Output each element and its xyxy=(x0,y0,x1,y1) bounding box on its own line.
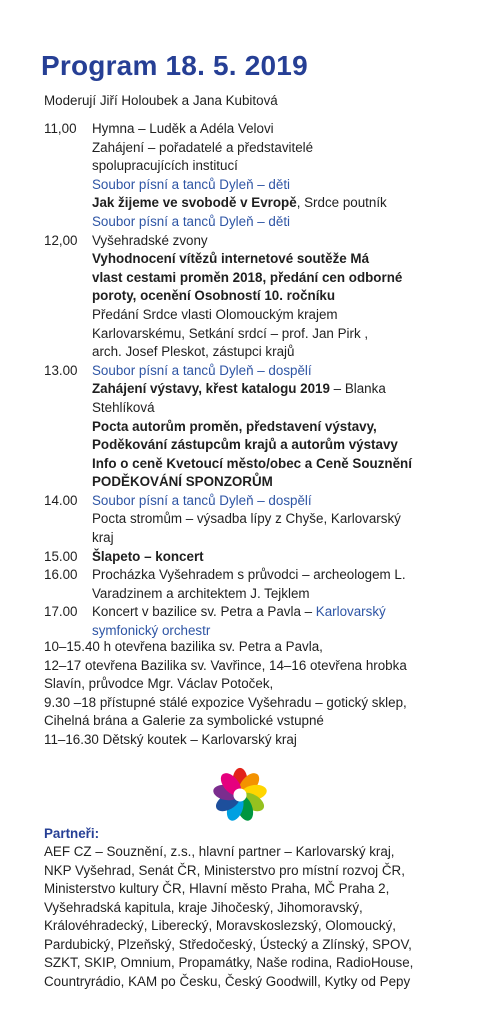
partners-line: SZKT, SKIP, Omnium, Propamátky, Naše rodina, RadioHouse, xyxy=(44,955,414,970)
program-time: 17.00 xyxy=(44,604,78,620)
partners-line: Vyšehradská kapitula, kraje Jihočeský, Jihomoravský, xyxy=(44,899,363,915)
program-line: Stehlíková xyxy=(92,399,155,415)
program-entry-lines xyxy=(92,492,464,548)
program-line-segment: , Srdce poutník xyxy=(296,195,387,211)
program-line: arch. Josef Pleskot, zástupci krajů xyxy=(92,344,295,360)
info-line: 11–16.30 Dětský koutek – Karlovarský kraj xyxy=(44,731,297,747)
program-line: Soubor písní a tanců Dyleň – děti xyxy=(92,213,291,229)
program-time: 16.00 xyxy=(44,567,78,583)
program-entry xyxy=(44,120,464,232)
program-entry xyxy=(44,548,464,567)
program-line xyxy=(92,380,464,399)
program-time: 14.00 xyxy=(44,492,78,508)
program-line: Zahájení – pořadatelé a představitelé xyxy=(92,139,314,155)
info-line: 10–15.40 h otevřena bazilika sv. Petra a Pavla, xyxy=(44,639,323,654)
program-line xyxy=(92,194,464,213)
program-line: Karlovarskému, Setkání srdcí – prof. Jan Pirk , xyxy=(92,325,369,341)
partners-line: NKP Vyšehrad, Senát ČR, Ministerstvo pro místní rozvoj ČR, xyxy=(44,862,405,878)
program-schedule xyxy=(44,120,464,641)
moderators-line: Moderují Jiří Holoubek a Jana Kubitová xyxy=(44,93,278,108)
partners-line: AEF CZ – Souznění, z.s., hlavní partner – Karlovarský kraj, xyxy=(44,844,395,859)
program-line: poroty, ocenění Osobností 10. ročníku xyxy=(92,288,336,304)
program-line-segment: Zahájení výstavy, křest katalogu 2019 xyxy=(92,381,330,397)
program-entry-lines xyxy=(92,548,464,567)
program-entry-lines xyxy=(92,603,464,640)
program-entry-lines xyxy=(92,120,464,232)
program-line: Hymna – Luděk a Adéla Velovi xyxy=(92,121,274,136)
program-entry xyxy=(44,492,464,548)
partners-line: Pardubický, Plzeňský, Středočeský, Ústecký a Zlínský, SPOV, xyxy=(44,936,412,952)
program-line: Vyšehradské zvony xyxy=(92,232,208,248)
info-line: 9.30 –18 přístupné stálé expozice Vyšehradu – gotický sklep, xyxy=(44,694,407,710)
program-line-segment: Karlovarský xyxy=(315,604,386,620)
flower-icon xyxy=(212,767,268,823)
program-entry xyxy=(44,566,464,603)
program-line-segment: Jak žijeme ve svobodě v Evropě xyxy=(92,195,297,211)
program-entry-lines xyxy=(92,362,464,492)
program-line: Soubor písní a tanců Dyleň – dospělí xyxy=(92,492,312,508)
program-entry xyxy=(44,362,464,492)
program-line: Varadzinem a architektem J. Tejklem xyxy=(92,585,310,601)
partners-line: Countryrádio, KAM po Česku, Český Goodwill, Kytky od Pepy xyxy=(44,973,411,989)
info-line: 12–17 otevřena Bazilika sv. Vavřince, 14–16 otevřena hrobka xyxy=(44,657,407,673)
partners-line: Ministerstvo kultury ČR, Hlavní město Praha, MČ Praha 2, xyxy=(44,881,390,896)
program-line: symfonický orchestr xyxy=(92,623,211,639)
program-line: Info o ceně Kvetoucí město/obec a Ceně Souznění xyxy=(92,455,412,471)
program-line: Šlapeto – koncert xyxy=(92,548,204,564)
partners-heading: Partneři: xyxy=(44,826,100,841)
page-title: Program 18. 5. 2019 xyxy=(41,50,308,81)
program-line: Předání Srdce vlasti Olomouckým krajem xyxy=(92,306,338,322)
program-line: Procházka Vyšehradem s průvodci – archeologem L. xyxy=(92,567,406,583)
program-entry-lines xyxy=(92,566,464,603)
program-entry xyxy=(44,603,464,640)
program-line: Soubor písní a tanců Dyleň – děti xyxy=(92,176,291,192)
program-line xyxy=(92,603,464,622)
program-line: spolupracujících institucí xyxy=(92,158,238,174)
program-line: kraj xyxy=(92,530,114,546)
opening-hours-info xyxy=(44,638,474,749)
program-line: vlast cestami proměn 2018, předání cen odborné xyxy=(92,269,403,285)
program-line: PODĚKOVÁNÍ SPONZORŮM xyxy=(92,474,273,490)
program-entry xyxy=(44,232,464,362)
info-line: Slavín, průvodce Mgr. Václav Potoček, xyxy=(44,676,274,691)
program-line: Soubor písní a tanců Dyleň – dospělí xyxy=(92,362,312,378)
flower-center xyxy=(233,788,246,801)
program-time: 15.00 xyxy=(44,548,78,564)
partners-line: Královéhradecký, Liberecký, Moravskoslezský, Olomoucký, xyxy=(44,918,397,933)
partners-list xyxy=(44,843,474,991)
program-line-segment: – Blanka xyxy=(329,381,386,397)
program-line: Poděkování zástupcům krajů a autorům výstavy xyxy=(92,437,398,453)
program-time: 12,00 xyxy=(44,232,78,248)
program-time: 11,00 xyxy=(44,121,77,136)
info-line: Cihelná brána a Galerie za symbolické vstupné xyxy=(44,713,324,728)
program-line: Pocta stromům – výsadba lípy z Chyše, Karlovarský xyxy=(92,511,401,527)
program-line: Vyhodnocení vítězů internetové soutěže Má xyxy=(92,251,370,267)
program-time: 13.00 xyxy=(44,362,78,378)
program-line-segment: Koncert v bazilice sv. Petra a Pavla – xyxy=(92,604,316,620)
program-line: Pocta autorům proměn, představení výstavy, xyxy=(92,418,377,434)
program-entry-lines xyxy=(92,232,464,362)
